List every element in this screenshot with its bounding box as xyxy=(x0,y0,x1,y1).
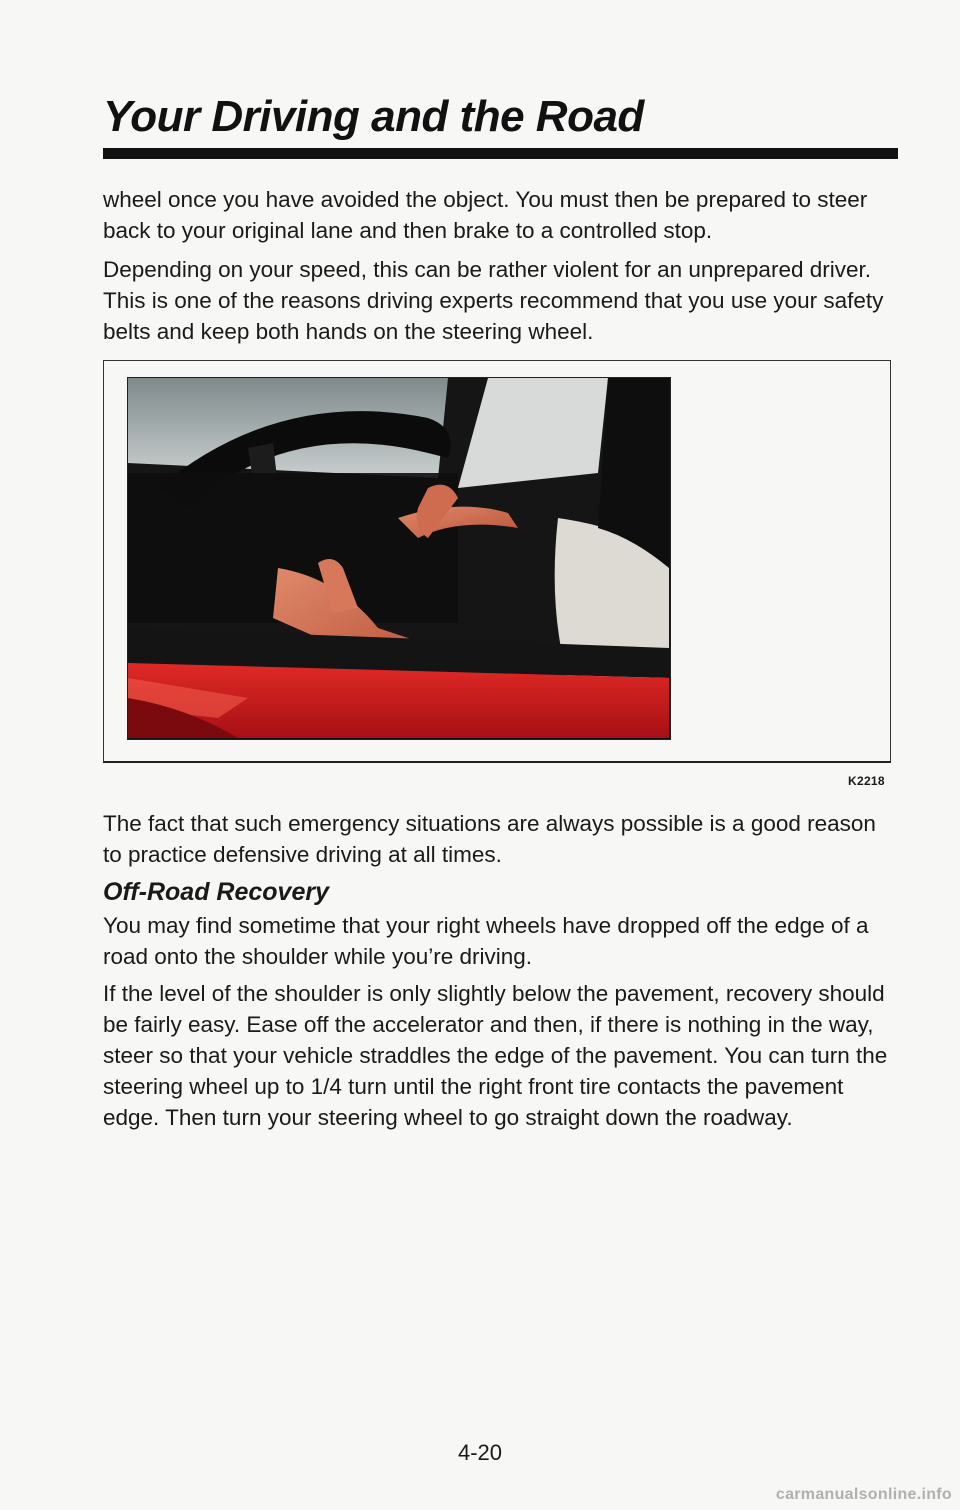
driver-hands-on-wheel-photo xyxy=(127,377,671,740)
paragraph-5: If the level of the shoulder is only slightly below the pavement, recovery should be fairly easy. Ease off the accelerator and then, if there is nothing in the way, steer so that your vehicle straddles the edge of the pavement. You can turn the steering wheel up to 1/4 turn until the right front tire contacts the pavement edge. Then turn your steering wheel to go straight down the roadway. xyxy=(103,981,888,1130)
section-heading: Off-Road Recovery xyxy=(103,878,329,906)
page-title: Your Driving and the Road xyxy=(103,92,644,141)
paragraph-3: The fact that such emergency situations are always possible is a good reason to practice defensive driving at all times. xyxy=(103,811,876,867)
paragraph-4: You may find sometime that your right wheels have dropped off the edge of a road onto the shoulder while you’re driving. xyxy=(103,913,869,969)
header-rule xyxy=(103,148,898,159)
paragraph-2: Depending on your speed, this can be rather violent for an unprepared driver. This is one of the reasons driving experts recommend that you use your safety belts and keep both hands on the steering wheel. xyxy=(103,257,884,344)
paragraph-1: wheel once you have avoided the object. You must then be prepared to steer back to your original lane and then brake to a controlled stop. xyxy=(103,187,868,243)
figure-code: K2218 xyxy=(848,774,885,788)
watermark-text: carmanualsonline.info xyxy=(775,1486,952,1503)
page-number: 4-20 xyxy=(457,1440,503,1465)
